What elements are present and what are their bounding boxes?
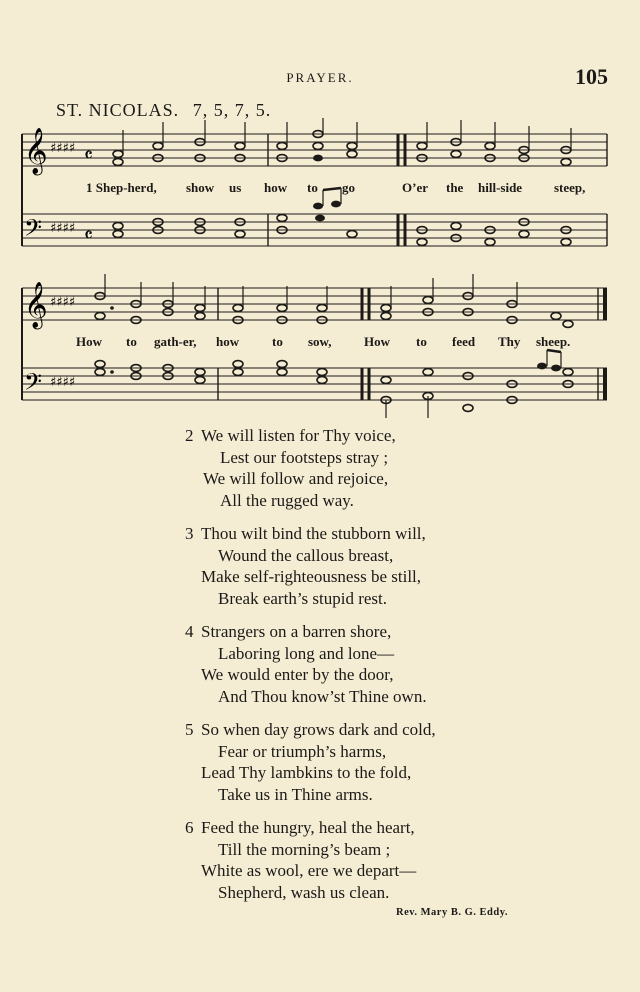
verse-line: Strangers on a barren shore,: [201, 622, 392, 641]
lyric-word: go: [342, 180, 355, 195]
lyric-word: sow,: [308, 334, 332, 349]
lyric-word: steep,: [554, 180, 586, 195]
lyric-word: the: [446, 180, 464, 195]
svg-text:𝄴: 𝄴: [84, 143, 93, 167]
svg-text:♯♯♯♯: ♯♯♯♯: [50, 295, 76, 310]
lyric-word: sheep.: [536, 334, 571, 349]
verse-number: 3: [185, 524, 194, 543]
svg-text:♯♯♯♯: ♯♯♯♯: [50, 221, 76, 236]
svg-text:𝄞: 𝄞: [24, 128, 48, 174]
verse-4: [0, 621, 640, 707]
lyric-word: how: [216, 334, 240, 349]
lyric-word: feed: [452, 334, 476, 349]
verse-line: Till the morning’s beam ;: [218, 839, 391, 859]
lyric-word: show: [186, 180, 215, 195]
verse-6: [0, 817, 640, 903]
page-number: 105: [575, 64, 608, 89]
verse-line: Thou wilt bind the stubborn will,: [201, 524, 426, 543]
lyric-word: How: [76, 334, 102, 349]
music-system-2: [0, 272, 640, 422]
svg-text:𝄢: 𝄢: [24, 214, 43, 247]
verse-line: Lest our footsteps stray ;: [220, 447, 389, 467]
verse-line: Break earth’s stupid rest.: [218, 588, 388, 608]
tune-name: ST. NICOLAS.: [56, 100, 180, 120]
verse-number: 2: [185, 426, 194, 445]
verse-line: Make self-righteousness be still,: [201, 567, 422, 586]
lyric-word: How: [364, 334, 390, 349]
lyric-word: to: [416, 334, 427, 349]
verse-number: 4: [185, 622, 194, 641]
svg-text:♯♯♯♯: ♯♯♯♯: [50, 375, 76, 390]
verse-line: So when day grows dark and cold,: [201, 720, 436, 739]
verse-line: Feed the hungry, heal the heart,: [201, 818, 415, 837]
tune-meter: 7, 5, 7, 5.: [192, 100, 272, 120]
verse-line: We will follow and rejoice,: [203, 469, 389, 488]
verse-line: And Thou know’st Thine own.: [218, 686, 427, 706]
verse-2: [0, 425, 640, 511]
verse-line: Fear or triumph’s harms,: [218, 741, 387, 761]
hymn-attribution: Rev. Mary B. G. Eddy.: [395, 907, 508, 918]
verse-line: All the rugged way.: [220, 490, 354, 510]
lyric-word: how: [264, 180, 288, 195]
lyric-word: O’er: [402, 180, 428, 195]
verse-3: [0, 523, 640, 609]
lyric-word: gath-er,: [154, 334, 197, 349]
lyric-word: to: [126, 334, 137, 349]
lyric-word: Thy: [498, 334, 521, 349]
verse-line: We would enter by the door,: [201, 665, 394, 684]
verse-line: Laboring long and lone—: [218, 643, 395, 663]
lyric-word: to: [272, 334, 283, 349]
verse-line: Take us in Thine arms.: [218, 784, 373, 804]
verse-5: [0, 719, 640, 805]
running-header: PRAYER.: [286, 70, 354, 85]
svg-text:𝄞: 𝄞: [24, 282, 48, 328]
svg-text:𝄢: 𝄢: [24, 368, 43, 401]
lyric-word: to: [307, 180, 318, 195]
verse-line: We will listen for Thy voice,: [201, 426, 396, 445]
verse-line: White as wool, ere we depart—: [201, 861, 417, 880]
lyric-word: us: [229, 180, 242, 195]
svg-text:𝄴: 𝄴: [84, 223, 93, 247]
lyric-word: hill-side: [478, 180, 523, 195]
music-system-1: [0, 118, 640, 268]
verse-number: 5: [185, 720, 194, 739]
verse-number: 6: [185, 818, 194, 837]
verse-line: Lead Thy lambkins to the fold,: [201, 763, 412, 782]
svg-text:♯♯♯♯: ♯♯♯♯: [50, 141, 76, 156]
verse-line: Shepherd, wash us clean.: [218, 882, 390, 902]
verse-line: Wound the callous breast,: [218, 545, 394, 565]
lyric-word: 1 Shep-herd,: [86, 180, 157, 195]
